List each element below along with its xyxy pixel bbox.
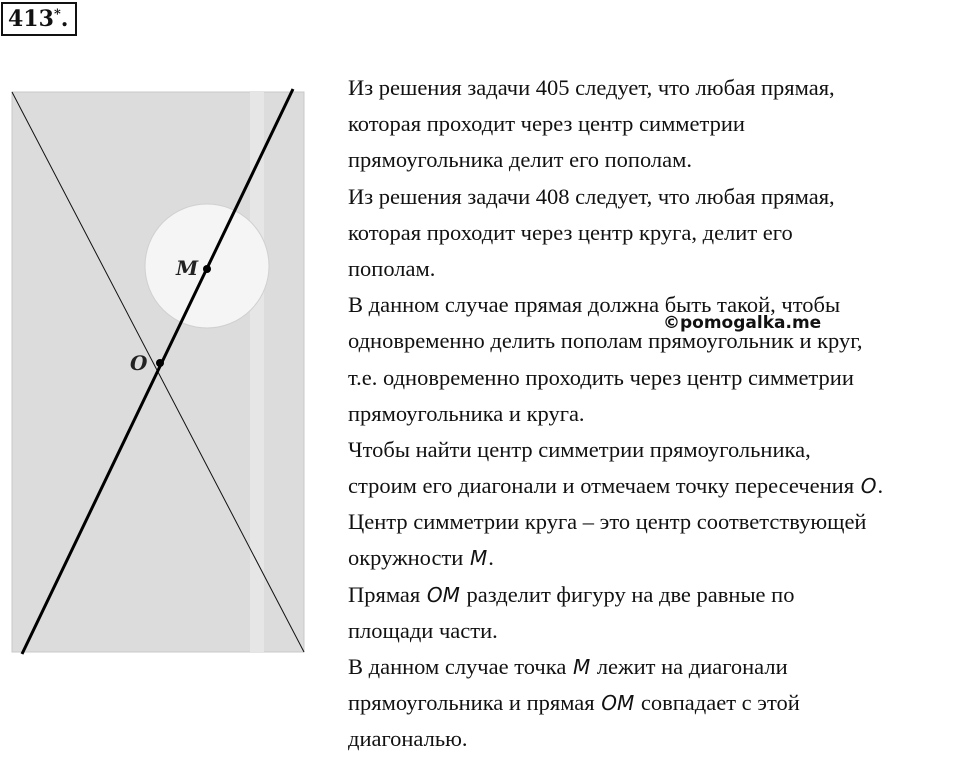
problem-number-box xyxy=(1,2,77,36)
text-line-2: которая проходит через центр симметрии xyxy=(348,111,745,137)
problem-number: 413 xyxy=(8,6,54,32)
text-line-18 xyxy=(348,685,958,721)
text-line-3: прямоугольника делит его пополам. xyxy=(348,147,692,173)
text-line-1: Из решения задачи 405 следует, что любая прямая, xyxy=(348,75,835,100)
text-line-5: которая проходит через центр круга, делит его xyxy=(348,219,793,245)
watermark: ©pomogalka.me xyxy=(663,313,822,333)
text-line-18-end: совпадает с этой xyxy=(640,690,800,716)
text-line-4: Из решения задачи 408 следует, что любая прямая, xyxy=(348,183,835,209)
variable-o: O xyxy=(860,474,877,499)
text-line-12-end: . xyxy=(877,473,884,499)
text-line-16: площади части. xyxy=(348,617,498,643)
text-line-11: Чтобы найти центр симметрии прямоугольника, xyxy=(348,436,811,462)
text-line-19: диагональю. xyxy=(348,726,468,752)
text-line-12 xyxy=(348,468,958,504)
label-m: M xyxy=(176,256,199,280)
text-line-18-start: прямоугольника и прямая xyxy=(348,690,595,716)
text-line-14 xyxy=(348,540,958,576)
text-line-15-start: Прямая xyxy=(348,581,421,607)
figure-svg xyxy=(0,80,330,660)
variable-om-2: OM xyxy=(601,691,635,716)
geometry-figure xyxy=(0,80,330,660)
text-line-17-end: лежит на диагонали xyxy=(596,654,788,679)
variable-m: M xyxy=(469,546,488,571)
text-line-6: пополам. xyxy=(348,255,436,281)
text-line-10: прямоугольника и круга. xyxy=(348,400,585,426)
text-line-12-main: строим его диагонали и отмечаем точку пересечения xyxy=(348,473,855,499)
point-o xyxy=(156,359,164,367)
problem-number-dot: . xyxy=(60,6,69,32)
point-m xyxy=(203,265,211,273)
text-line-7: В данном случае прямая должна быть такой, чтобы xyxy=(348,292,841,318)
text-line-15 xyxy=(348,577,958,613)
text-line-17-start: В данном случае точка xyxy=(348,654,567,679)
text-line-13: Центр симметрии круга – это центр соответствующей xyxy=(348,509,867,535)
text-line-17 xyxy=(348,649,958,685)
solution-text xyxy=(348,70,958,758)
problem-asterisk: * xyxy=(53,7,61,22)
text-line-9: т.е. одновременно проходить через центр симметрии xyxy=(348,364,854,390)
text-line-15-end: разделит фигуру на две равные по xyxy=(466,581,795,607)
text-line-14-end: . xyxy=(488,545,494,571)
label-o: O xyxy=(130,351,148,375)
text-line-14-main: окружности xyxy=(348,545,464,571)
variable-m-2: M xyxy=(572,655,591,679)
variable-om: OM xyxy=(426,582,460,607)
text-line-8: одновременно делить пополам прямоугольник и круг, xyxy=(348,328,863,354)
